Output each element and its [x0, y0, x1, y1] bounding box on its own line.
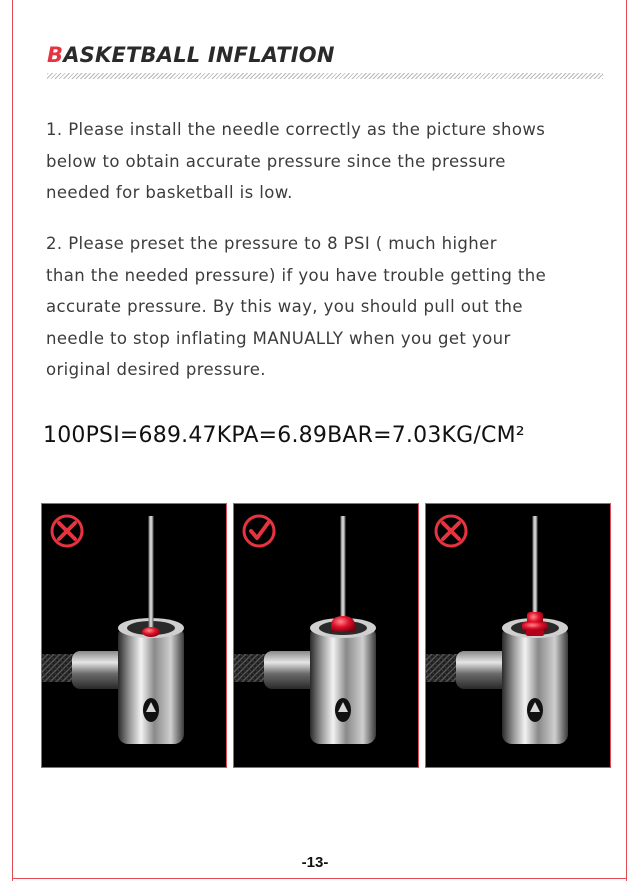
paragraph-line: needed for basketball is low.	[46, 183, 293, 202]
page-number: -13-	[301, 854, 329, 871]
needle-photo-wrong-2	[425, 503, 611, 768]
paragraph-line: below to obtain accurate pressure since the pressure	[46, 151, 506, 171]
instruction-paragraph-1	[46, 114, 621, 209]
paragraph-line: accurate pressure. By this way, you should pull out the	[46, 297, 523, 316]
paragraph-line: 1. Please install the needle correctly as the picture shows	[46, 120, 546, 139]
title-rest: ASKETBALL INFLATION	[63, 43, 335, 67]
paragraph-line: needle to stop inflating MANUALLY when you get your	[46, 328, 511, 348]
needle-photo-wrong-1	[41, 503, 227, 768]
needle-photo-correct	[233, 503, 419, 768]
paragraph-line: than the needed pressure) if you have trouble getting the	[46, 265, 547, 285]
paragraph-line: original desired pressure.	[46, 360, 266, 379]
title-underline-hatch	[47, 73, 603, 79]
page-frame-left	[12, 0, 13, 881]
pressure-conversion-formula: 100PSI=689.47KPA=6.89BAR=7.03KG/CM²	[43, 423, 525, 448]
title-first-letter: B	[47, 43, 64, 67]
instruction-paragraph-2	[46, 228, 621, 386]
paragraph-line: 2. Please preset the pressure to 8 PSI ( much higher	[46, 234, 497, 253]
section-title	[47, 43, 335, 67]
page-frame-right	[626, 0, 627, 881]
page-frame-bottom	[12, 878, 627, 879]
